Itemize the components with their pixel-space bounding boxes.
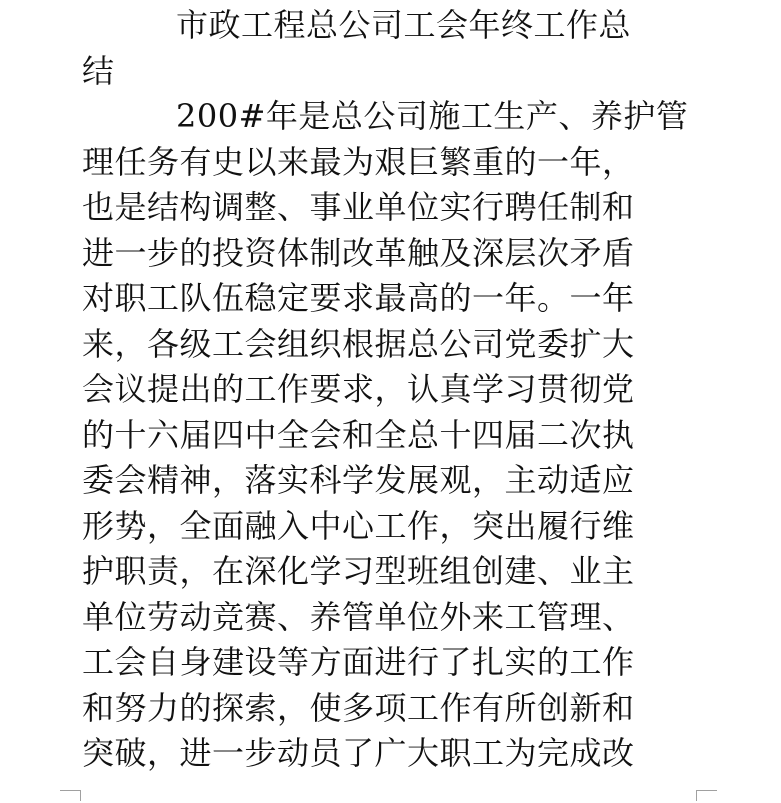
paragraph-line: 理任务有史以来最为艰巨繁重的一年， <box>82 142 635 181</box>
page-corner-mark-right <box>696 790 717 801</box>
paragraph-line: 委会精神，落实科学发展观，主动适应 <box>82 461 635 499</box>
paragraph-line: 也是结构调整、事业单位实行聘任制和 <box>82 188 635 226</box>
paragraph-line: 会议提出的工作要求，认真学习贯彻党 <box>82 370 635 408</box>
paragraph-line: 进一步的投资体制改革触及深层次矛盾 <box>82 233 635 272</box>
paragraph-line: 和努力的探索，使多项工作有所创新和 <box>82 688 635 727</box>
document-body <box>82 3 694 777</box>
paragraph-line: 200#年是总公司施工生产、养护管 <box>176 97 689 135</box>
paragraph-line: 对职工队伍稳定要求最高的一年。一年 <box>82 279 635 317</box>
document-title-line-1: 市政工程总公司工会年终工作总 <box>176 6 632 44</box>
paragraph-line: 形势，全面融入中心工作，突出履行维 <box>82 506 635 545</box>
paragraph-line: 的十六届四中全会和全总十四届二次执 <box>82 415 635 454</box>
paragraph-line: 突破，进一步动员了广大职工为完成改 <box>82 734 635 772</box>
page-corner-mark-left <box>60 790 81 801</box>
paragraph-line: 来，各级工会组织根据总公司党委扩大 <box>82 324 635 363</box>
paragraph-line: 单位劳动竞赛、养管单位外来工管理、 <box>82 597 635 636</box>
paragraph-line: 护职责，在深化学习型班组创建、业主 <box>82 552 635 590</box>
document-title-line-2: 结 <box>82 51 115 90</box>
paragraph-line: 工会自身建设等方面进行了扎实的工作 <box>82 643 635 681</box>
